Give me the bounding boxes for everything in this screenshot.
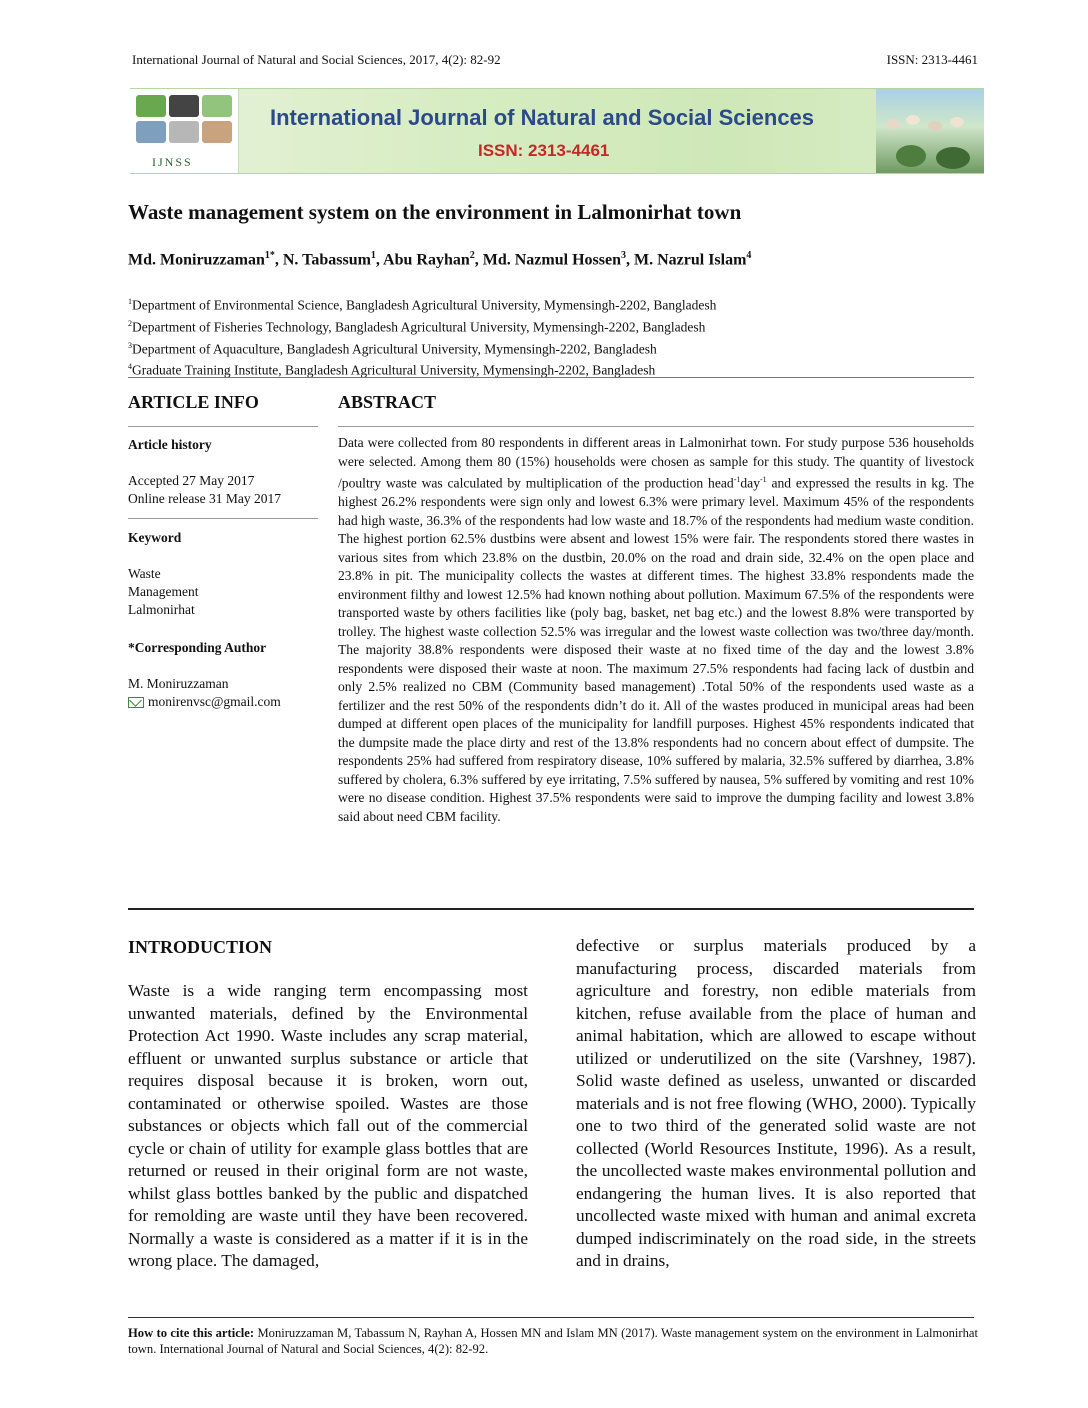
journal-logo xyxy=(130,89,239,173)
author-name: Md. Nazmul Hossen xyxy=(482,251,621,269)
introduction-left-column: Waste is a wide ranging term encompassing most unwanted materials, defined by the Environmental Protection Act 1990. Waste includes any scrap material, effluent or unwanted surplus substance or article that requires disposal because it is broken, worn out, contaminated or otherwise spoiled. Wastes are those substances or objects which fall out of the commercial cycle or chain of utility for example glass bottles that are returned or reused in their original form are not waste, whilst glass bottles banked by the public and dispatched for remolding are waste until they have been recovered. Normally a waste is considered as a matter if it is in the wrong place. The damaged, xyxy=(128,981,528,1270)
abstract-divider xyxy=(338,426,974,427)
author-name: M. Nazrul Islam xyxy=(633,251,747,269)
author-sup: 2 xyxy=(469,250,475,261)
abstract-part: Data were collected from 80 respondents in different areas in Lalmonirhat town. For study purpose 536 households were selected. Among them 80 (15%) households were chosen as sample for this study. The quantity of livestock /poultry waste was calculated by multiplication of the production head xyxy=(338,435,974,491)
corresponding-author-label: *Corresponding Author xyxy=(128,640,267,655)
keyword-divider xyxy=(128,518,318,519)
banner-title: International Journal of Natural and Social Sciences xyxy=(270,105,815,130)
accepted-date: Accepted 27 May 2017 xyxy=(128,473,255,488)
citation-label: How to cite this article: xyxy=(128,1326,255,1340)
abstract-part: and expressed the results in kg. The highest 26.2% respondents were sign only and lowest 6.3% were primary level. Maximum 45% of the respondents had high waste, 36.3% of the respondents had low waste and 18.7% of the respondents had medium waste condition. The highest portion 62.5% dustbins were absent and lowest 15% were fair. The respondents stored there wastes in various sites from which 23.8% on the dustbin, 20.0% on the road and drain side, 32.4% on the open place and 23.8% in pit. The municipality collects the wastes at different times. The highest 33.8% respondents made the environment filthy and lowest 12.5% had known nothing about pollution. Maximum 67.5% of the respondents were transported waste by others facilities like (poly bag, basket, net bag etc.) and the lowest 8.8% were transported by trolley. The highest waste collection 52.5% was irregular and the lowest waste collection was two/three day/month. The majority 38.8% respondents were disposed their waste at no fixed time of the day and the lowest 3.8% respondents were disposed their waste at noon. The maximum 27.5% respondents had facing lack of dustbin and only 2.5% realized no CBM (Community based management) .Total 50% of the respondents used waste as a fertilizer and the rest 50% of the respondents didn’t do it. All of the wastes produced in municipal areas had been dumped at different open places of the municipality for landfill purposes. Highest 45% respondents indicated that the dumpsite made the place dirty and rest of the 13.8% respondents had no concern about effect of dumpsite. The respondents 25% had suffered from respiratory disease, 10% suffered by malaria, 32.5% suffered by diarrhea, 3.8% suffered by cholera, 6.3% suffered by eye irritating, 7.5% suffered by nausea, 5% suffered by vomiting and rest 10% were no disease condition. Highest 37.5% respondents were said to improve the dumping facility and lowest 3.8% said about need CBM facility. xyxy=(338,475,974,824)
keyword-item: Management xyxy=(128,584,199,599)
author-sup: 1* xyxy=(264,250,275,261)
logo-text: IJNSS xyxy=(152,155,193,169)
affiliation-text: Department of Environmental Science, Bangladesh Agricultural University, Mymensingh-2202, Bangladesh xyxy=(132,297,717,313)
abstract-heading: ABSTRACT xyxy=(338,392,437,412)
abstract-text xyxy=(338,434,974,826)
affiliation-text: Graduate Training Institute, Bangladesh Agricultural University, Mymensingh-2202, Bangladesh xyxy=(132,362,656,378)
affiliation-text: Department of Aquaculture, Bangladesh Agricultural University, Mymensingh-2202, Bangladesh xyxy=(132,341,657,357)
affiliation-item xyxy=(128,293,716,315)
affiliation-sup: 3 xyxy=(128,340,132,350)
keyword-section xyxy=(128,529,318,619)
article-info-heading: ARTICLE INFO xyxy=(128,392,259,412)
citation-note xyxy=(128,1325,978,1357)
author-name: Abu Rayhan xyxy=(383,251,470,269)
section-divider xyxy=(128,377,974,378)
paper-title: Waste management system on the environment in Lalmonirhat town xyxy=(128,200,742,224)
keyword-item: Lalmonirhat xyxy=(128,602,195,617)
author-sup: 3 xyxy=(620,250,626,261)
abstract-part: day xyxy=(740,475,760,491)
article-info-divider xyxy=(128,426,318,427)
affiliation-text: Department of Fisheries Technology, Bangladesh Agricultural University, Mymensingh-2202, Bangladesh xyxy=(132,319,706,335)
banner-issn: ISSN: 2313-4461 xyxy=(478,141,610,160)
abstract-end-divider xyxy=(128,908,974,910)
running-header-issn: ISSN: 2313-4461 xyxy=(886,52,978,67)
citation-text: Moniruzzaman M, Tabassum N, Rayhan A, Hossen MN and Islam MN (2017). Waste management system on the environment in Lalmonirhat town. International Journal of Natural and Social Sciences, 4(2): 82-92. xyxy=(128,1326,978,1356)
affiliation-sup: 2 xyxy=(128,318,132,328)
keyword-item: Waste xyxy=(128,566,161,581)
author-sup: 1 xyxy=(370,250,376,261)
corresponding-author-email[interactable]: monirenvsc@gmail.com xyxy=(148,694,281,709)
mail-icon xyxy=(128,697,144,708)
introduction-right-column: defective or surplus materials produced by a manufacturing process, discarded materials from agriculture and forestry, non edible materials from kitchen, refuse available from the place of human and animal habitation, which are allowed to escape without utilized or underutilized on the site (Varshney, 1987). Solid waste defined as useless, unwanted or discarded materials and is not free flowing (WHO, 2000). Typically one to two third of the generated solid waste are not collected (World Resources Institute, 1996). As a result, the uncollected waste makes environmental pollution and endangering the human lives. It is also reported that uncollected waste mixed with human and animal excreta dumped indiscriminately on the road side, in the streets and in drains, xyxy=(576,936,976,1270)
author-name: N. Tabassum xyxy=(282,251,371,269)
abstract-sup: -1 xyxy=(733,475,741,484)
author-list: Md. Moniruzzaman$^{1*}$, N. Tabassum$^1$, Abu Rayhan$^2$, Md. Nazmul Hossen$^3$, M. Nazrul Islam$^4$ xyxy=(128,250,752,269)
article-history-label: Article history xyxy=(128,437,212,452)
running-header-citation: International Journal of Natural and Social Sciences, 2017, 4(2): 82-92 xyxy=(132,52,501,67)
journal-banner xyxy=(130,88,984,174)
banner-photo xyxy=(876,89,984,173)
keyword-label: Keyword xyxy=(128,530,182,545)
article-history xyxy=(128,436,318,508)
affiliation-item xyxy=(128,337,716,359)
author-name: Md. Moniruzzaman xyxy=(128,251,265,269)
corresponding-author-name: M. Moniruzzaman xyxy=(128,676,229,691)
corresponding-author-section xyxy=(128,639,318,711)
affiliation-list xyxy=(128,293,716,380)
abstract-sup: -1 xyxy=(760,475,767,484)
corresponding-author-email-row xyxy=(128,693,318,711)
affiliation-item xyxy=(128,315,716,337)
author-sup: 4 xyxy=(746,250,752,261)
footer-divider xyxy=(128,1317,974,1318)
affiliation-sup: 4 xyxy=(128,362,132,372)
introduction-heading: INTRODUCTION xyxy=(128,937,273,957)
affiliation-sup: 1 xyxy=(128,297,132,306)
online-release-date: Online release 31 May 2017 xyxy=(128,491,281,506)
